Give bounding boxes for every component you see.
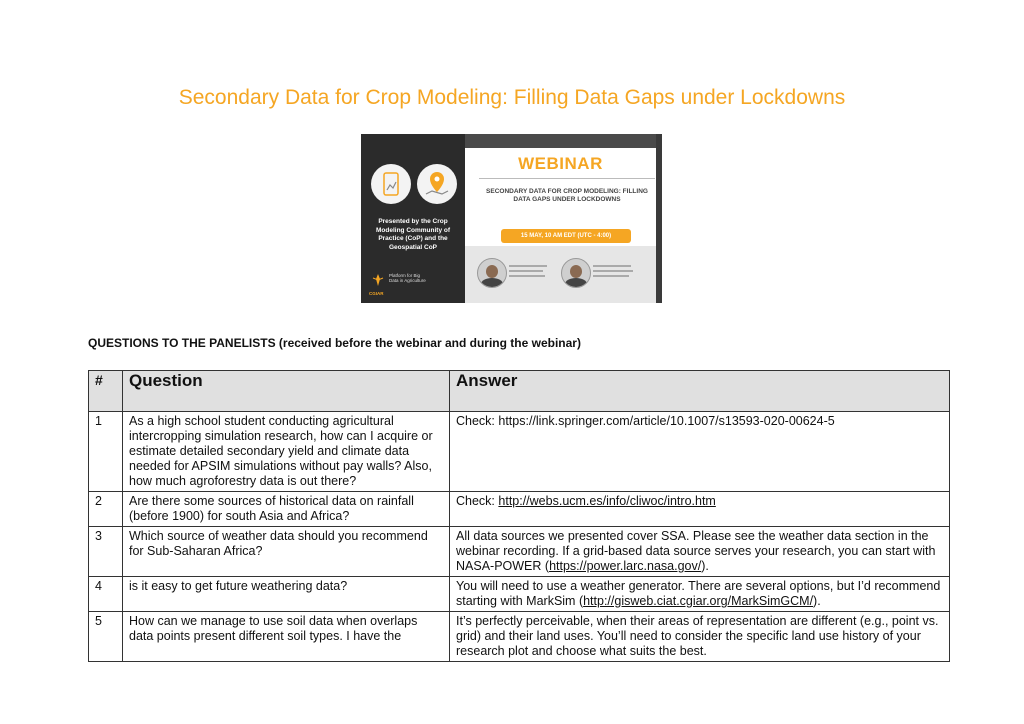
header-question: Question <box>123 371 450 412</box>
header-answer: Answer <box>450 371 950 412</box>
table-row <box>89 412 950 492</box>
table-row <box>89 492 950 527</box>
table-row <box>89 612 950 662</box>
banner-left-panel <box>361 134 465 303</box>
answer-link[interactable]: https://power.larc.nasa.gov/ <box>549 559 702 573</box>
banner-subtitle: SECONDARY DATA FOR CROP MODELING: FILLING DATA GAPS UNDER LOCKDOWNS <box>486 188 648 203</box>
question-cell: As a high school student conducting agricultural intercropping simulation research, how can I acquire or estimate detailed secondary yield and climate data needed for APSIM simulations without pay walls? Also, how much agroforestry data is out there? <box>123 412 450 492</box>
section-heading: QUESTIONS TO THE PANELISTS (received before the webinar and during the webinar) <box>88 336 581 350</box>
table-header-row <box>89 371 950 412</box>
tablet-icon <box>371 164 411 204</box>
answer-text: You will need to use a weather generator. There are several options, but I’d recommend starting with MarkSim ( <box>456 579 941 608</box>
cgiar-logo-icon <box>371 273 385 287</box>
question-cell: is it easy to get future weathering data? <box>123 577 450 612</box>
answer-text: It’s perfectly perceivable, when their areas of representation are different (e.g., point vs. grid) and their land uses. You’ll need to consider the specific land use history of your research plot and choose what suits the best. <box>456 614 939 658</box>
banner-presented-by: Presented by the Crop Modeling Community of Practice (CoP) and the Geospatial CoP <box>375 218 451 251</box>
table-row <box>89 577 950 612</box>
banner-right-panel <box>465 134 662 303</box>
row-number: 2 <box>89 492 123 527</box>
answer-link[interactable]: http://gisweb.ciat.cgiar.org/MarkSimGCM/ <box>583 594 814 608</box>
answer-text-end: ). <box>813 594 821 608</box>
row-number: 5 <box>89 612 123 662</box>
webinar-banner-image <box>361 134 662 303</box>
table-row <box>89 527 950 577</box>
answer-text: Check: <box>456 494 499 508</box>
banner-platform-text: Platform for Big Data in Agriculture <box>389 273 426 283</box>
document-title: Secondary Data for Crop Modeling: Filling Data Gaps under Lockdowns <box>178 86 846 109</box>
header-number: # <box>89 371 123 412</box>
row-number: 1 <box>89 412 123 492</box>
question-cell: Are there some sources of historical data on rainfall (before 1900) for south Asia and Africa? <box>123 492 450 527</box>
answer-text-end: ). <box>701 559 709 573</box>
map-pin-icon <box>417 164 457 204</box>
banner-org: CGIAR <box>369 291 384 296</box>
question-cell: Which source of weather data should you recommend for Sub-Saharan Africa? <box>123 527 450 577</box>
answer-cell <box>450 527 950 577</box>
answer-cell <box>450 412 950 492</box>
banner-date: 15 MAY, 10 AM EDT (UTC - 4:00) <box>501 229 631 243</box>
banner-webinar-label: WEBINAR <box>518 154 603 173</box>
qa-table <box>88 370 950 662</box>
question-cell: How can we manage to use soil data when overlaps data points present different soil types. I have the <box>123 612 450 662</box>
answer-cell <box>450 577 950 612</box>
answer-cell <box>450 612 950 662</box>
speaker-avatar <box>561 258 591 288</box>
row-number: 3 <box>89 527 123 577</box>
speaker-avatar <box>477 258 507 288</box>
answer-cell <box>450 492 950 527</box>
row-number: 4 <box>89 577 123 612</box>
answer-text: All data sources we presented cover SSA. Please see the weather data section in the webinar recording. If a grid-based data source serves your research, you can start with NASA-POWER ( <box>456 529 936 573</box>
answer-text: Check: https://link.springer.com/article/10.1007/s13593-020-00624-5 <box>456 414 835 428</box>
answer-link[interactable]: http://webs.ucm.es/info/cliwoc/intro.htm <box>498 494 716 508</box>
